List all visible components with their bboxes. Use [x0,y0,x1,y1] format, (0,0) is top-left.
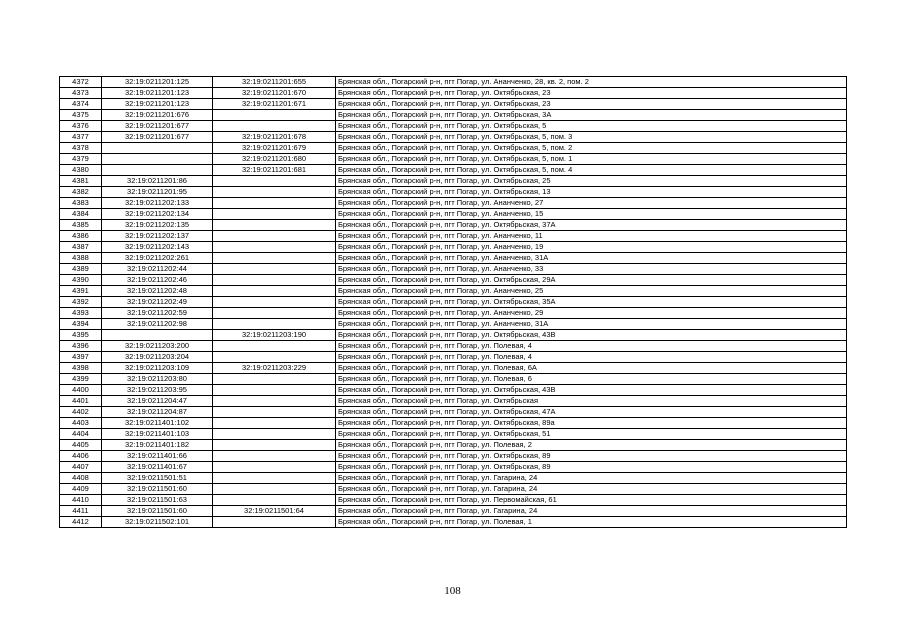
linked-cadastral-number-cell: 32:19:0211201:678 [213,132,336,143]
address-cell: Брянская обл., Погарский р-н, пгт Погар, ул. Полевая, 6 [336,374,847,385]
table-row [60,341,847,352]
row-index-cell: 4389 [60,264,102,275]
table-body [60,77,847,528]
address-cell: Брянская обл., Погарский р-н, пгт Погар, ул. Ананченко, 31А [336,319,847,330]
linked-cadastral-number-cell [213,407,336,418]
cadastral-number-cell: 32:19:0211202:143 [102,242,213,253]
linked-cadastral-number-cell [213,308,336,319]
table-row [60,440,847,451]
table-row [60,506,847,517]
linked-cadastral-number-cell [213,209,336,220]
table-row [60,462,847,473]
cadastral-number-cell: 32:19:0211202:98 [102,319,213,330]
address-cell: Брянская обл., Погарский р-н, пгт Погар, ул. Полевая, 1 [336,517,847,528]
address-cell: Брянская обл., Погарский р-н, пгт Погар, ул. Гагарина, 24 [336,473,847,484]
linked-cadastral-number-cell [213,275,336,286]
address-cell: Брянская обл., Погарский р-н, пгт Погар, ул. Октябрьская, 43В [336,385,847,396]
row-index-cell: 4386 [60,231,102,242]
address-cell: Брянская обл., Погарский р-н, пгт Погар, ул. Гагарина, 24 [336,484,847,495]
cadastral-number-cell [102,143,213,154]
address-cell: Брянская обл., Погарский р-н, пгт Погар, ул. Октябрьская, 5 [336,121,847,132]
table-row [60,143,847,154]
table-row [60,363,847,374]
address-cell: Брянская обл., Погарский р-н, пгт Погар, ул. Ананченко, 15 [336,209,847,220]
table-row [60,473,847,484]
row-index-cell: 4391 [60,286,102,297]
row-index-cell: 4392 [60,297,102,308]
address-cell: Брянская обл., Погарский р-н, пгт Погар, ул. Октябрьская, 51 [336,429,847,440]
address-cell: Брянская обл., Погарский р-н, пгт Погар, ул. Октябрьская, 3А [336,110,847,121]
cadastral-number-cell: 32:19:0211202:261 [102,253,213,264]
row-index-cell: 4393 [60,308,102,319]
table-row [60,110,847,121]
table-row [60,407,847,418]
row-index-cell: 4390 [60,275,102,286]
address-cell: Брянская обл., Погарский р-н, пгт Погар, ул. Ананченко, 19 [336,242,847,253]
cadastral-number-cell: 32:19:0211401:102 [102,418,213,429]
linked-cadastral-number-cell [213,429,336,440]
row-index-cell: 4405 [60,440,102,451]
table-row [60,396,847,407]
table-row [60,451,847,462]
cadastral-register-table [59,76,847,528]
cadastral-number-cell: 32:19:0211501:60 [102,484,213,495]
linked-cadastral-number-cell: 32:19:0211201:670 [213,88,336,99]
table-row [60,198,847,209]
linked-cadastral-number-cell [213,374,336,385]
linked-cadastral-number-cell: 32:19:0211203:190 [213,330,336,341]
table-row [60,286,847,297]
table-row [60,297,847,308]
cadastral-number-cell: 32:19:0211202:59 [102,308,213,319]
linked-cadastral-number-cell [213,319,336,330]
address-cell: Брянская обл., Погарский р-н, пгт Погар, ул. Полевая, 4 [336,352,847,363]
address-cell: Брянская обл., Погарский р-н, пгт Погар, ул. Октябрьская, 37А [336,220,847,231]
table-row [60,231,847,242]
cadastral-number-cell: 32:19:0211202:46 [102,275,213,286]
linked-cadastral-number-cell: 32:19:0211501:64 [213,506,336,517]
linked-cadastral-number-cell [213,451,336,462]
address-cell: Брянская обл., Погарский р-н, пгт Погар, ул. Октябрьская, 89 [336,462,847,473]
cadastral-number-cell: 32:19:0211401:182 [102,440,213,451]
address-cell: Брянская обл., Погарский р-н, пгт Погар, ул. Октябрьская, 23 [336,99,847,110]
linked-cadastral-number-cell [213,341,336,352]
table-row [60,319,847,330]
address-cell: Брянская обл., Погарский р-н, пгт Погар, ул. Полевая, 2 [336,440,847,451]
row-index-cell: 4375 [60,110,102,121]
cadastral-number-cell: 32:19:0211203:200 [102,341,213,352]
cadastral-number-cell: 32:19:0211401:66 [102,451,213,462]
table-row [60,374,847,385]
table-row [60,154,847,165]
row-index-cell: 4383 [60,198,102,209]
row-index-cell: 4377 [60,132,102,143]
address-cell: Брянская обл., Погарский р-н, пгт Погар, ул. Ананченко, 25 [336,286,847,297]
cadastral-number-cell: 32:19:0211401:103 [102,429,213,440]
address-cell: Брянская обл., Погарский р-н, пгт Погар, ул. Октябрьская, 89 [336,451,847,462]
linked-cadastral-number-cell [213,242,336,253]
linked-cadastral-number-cell [213,297,336,308]
address-cell: Брянская обл., Погарский р-н, пгт Погар, ул. Ананченко, 28, кв. 2, пом. 2 [336,77,847,88]
address-cell: Брянская обл., Погарский р-н, пгт Погар, ул. Полевая, 4 [336,341,847,352]
row-index-cell: 4380 [60,165,102,176]
address-cell: Брянская обл., Погарский р-н, пгт Погар, ул. Ананченко, 27 [336,198,847,209]
linked-cadastral-number-cell [213,110,336,121]
address-cell: Брянская обл., Погарский р-н, пгт Погар, ул. Ананченко, 33 [336,264,847,275]
row-index-cell: 4394 [60,319,102,330]
row-index-cell: 4381 [60,176,102,187]
cadastral-number-cell: 32:19:0211202:44 [102,264,213,275]
cadastral-number-cell: 32:19:0211501:63 [102,495,213,506]
table-row [60,121,847,132]
address-cell: Брянская обл., Погарский р-н, пгт Погар, ул. Октябрьская, 5, пом. 4 [336,165,847,176]
address-cell: Брянская обл., Погарский р-н, пгт Погар, ул. Октябрьская, 23 [336,88,847,99]
address-cell: Брянская обл., Погарский р-н, пгт Погар, ул. Ананченко, 31А [336,253,847,264]
row-index-cell: 4378 [60,143,102,154]
row-index-cell: 4411 [60,506,102,517]
row-index-cell: 4396 [60,341,102,352]
cadastral-number-cell: 32:19:0211201:95 [102,187,213,198]
linked-cadastral-number-cell [213,231,336,242]
row-index-cell: 4398 [60,363,102,374]
linked-cadastral-number-cell: 32:19:0211201:655 [213,77,336,88]
linked-cadastral-number-cell [213,473,336,484]
linked-cadastral-number-cell [213,462,336,473]
row-index-cell: 4400 [60,385,102,396]
cadastral-number-cell: 32:19:0211401:67 [102,462,213,473]
linked-cadastral-number-cell [213,495,336,506]
linked-cadastral-number-cell: 32:19:0211201:681 [213,165,336,176]
row-index-cell: 4376 [60,121,102,132]
table-row [60,220,847,231]
address-cell: Брянская обл., Погарский р-н, пгт Погар, ул. Октябрьская, 5, пом. 1 [336,154,847,165]
cadastral-number-cell: 32:19:0211202:137 [102,231,213,242]
linked-cadastral-number-cell [213,517,336,528]
cadastral-number-cell: 32:19:0211501:51 [102,473,213,484]
table-row [60,264,847,275]
row-index-cell: 4372 [60,77,102,88]
address-cell: Брянская обл., Погарский р-н, пгт Погар, ул. Ананченко, 29 [336,308,847,319]
address-cell: Брянская обл., Погарский р-н, пгт Погар, ул. Гагарина, 24 [336,506,847,517]
table-row [60,495,847,506]
row-index-cell: 4384 [60,209,102,220]
row-index-cell: 4407 [60,462,102,473]
cadastral-number-cell: 32:19:0211201:677 [102,132,213,143]
linked-cadastral-number-cell [213,264,336,275]
address-cell: Брянская обл., Погарский р-н, пгт Погар, ул. Октябрьская, 5, пом. 3 [336,132,847,143]
address-cell: Брянская обл., Погарский р-н, пгт Погар, ул. Октябрьская, 43В [336,330,847,341]
row-index-cell: 4385 [60,220,102,231]
cadastral-number-cell: 32:19:0211203:80 [102,374,213,385]
linked-cadastral-number-cell [213,198,336,209]
linked-cadastral-number-cell [213,440,336,451]
table-row [60,330,847,341]
linked-cadastral-number-cell: 32:19:0211201:679 [213,143,336,154]
cadastral-number-cell: 32:19:0211203:95 [102,385,213,396]
row-index-cell: 4408 [60,473,102,484]
cadastral-number-cell: 32:19:0211502:101 [102,517,213,528]
cadastral-number-cell: 32:19:0211201:123 [102,99,213,110]
row-index-cell: 4401 [60,396,102,407]
address-cell: Брянская обл., Погарский р-н, пгт Погар, ул. Октябрьская, 89а [336,418,847,429]
linked-cadastral-number-cell [213,418,336,429]
cadastral-number-cell: 32:19:0211202:134 [102,209,213,220]
table-row [60,99,847,110]
table-row [60,385,847,396]
address-cell: Брянская обл., Погарский р-н, пгт Погар, ул. Октябрьская, 5, пом. 2 [336,143,847,154]
row-index-cell: 4404 [60,429,102,440]
table-row [60,418,847,429]
table-row [60,275,847,286]
table-row [60,88,847,99]
address-cell: Брянская обл., Погарский р-н, пгт Погар, ул. Октябрьская, 29А [336,275,847,286]
address-cell: Брянская обл., Погарский р-н, пгт Погар, ул. Октябрьская, 25 [336,176,847,187]
table-row [60,484,847,495]
table-row [60,429,847,440]
row-index-cell: 4406 [60,451,102,462]
cadastral-number-cell: 32:19:0211204:87 [102,407,213,418]
cadastral-number-cell: 32:19:0211202:49 [102,297,213,308]
cadastral-number-cell: 32:19:0211203:109 [102,363,213,374]
table-row [60,209,847,220]
linked-cadastral-number-cell [213,253,336,264]
table-row [60,308,847,319]
row-index-cell: 4409 [60,484,102,495]
linked-cadastral-number-cell: 32:19:0211203:229 [213,363,336,374]
address-cell: Брянская обл., Погарский р-н, пгт Погар, ул. Октябрьская, 13 [336,187,847,198]
linked-cadastral-number-cell [213,220,336,231]
row-index-cell: 4395 [60,330,102,341]
cadastral-number-cell: 32:19:0211201:676 [102,110,213,121]
address-cell: Брянская обл., Погарский р-н, пгт Погар, ул. Октябрьская, 35А [336,297,847,308]
row-index-cell: 4412 [60,517,102,528]
linked-cadastral-number-cell: 32:19:0211201:680 [213,154,336,165]
cadastral-number-cell [102,330,213,341]
cadastral-number-cell [102,154,213,165]
linked-cadastral-number-cell [213,396,336,407]
cadastral-number-cell: 32:19:0211201:123 [102,88,213,99]
address-cell: Брянская обл., Погарский р-н, пгт Погар, ул. Полевая, 6А [336,363,847,374]
row-index-cell: 4374 [60,99,102,110]
linked-cadastral-number-cell [213,286,336,297]
row-index-cell: 4382 [60,187,102,198]
address-cell: Брянская обл., Погарский р-н, пгт Погар, ул. Ананченко, 11 [336,231,847,242]
row-index-cell: 4379 [60,154,102,165]
table-row [60,253,847,264]
linked-cadastral-number-cell [213,187,336,198]
table-row [60,176,847,187]
row-index-cell: 4388 [60,253,102,264]
table-row [60,77,847,88]
linked-cadastral-number-cell [213,176,336,187]
row-index-cell: 4373 [60,88,102,99]
cadastral-number-cell: 32:19:0211203:204 [102,352,213,363]
row-index-cell: 4399 [60,374,102,385]
cadastral-number-cell: 32:19:0211501:60 [102,506,213,517]
linked-cadastral-number-cell [213,352,336,363]
linked-cadastral-number-cell: 32:19:0211201:671 [213,99,336,110]
table-row [60,187,847,198]
address-cell: Брянская обл., Погарский р-н, пгт Погар, ул. Октябрьская [336,396,847,407]
cadastral-number-cell: 32:19:0211202:133 [102,198,213,209]
row-index-cell: 4387 [60,242,102,253]
cadastral-number-cell [102,165,213,176]
linked-cadastral-number-cell [213,121,336,132]
cadastral-number-cell: 32:19:0211204:47 [102,396,213,407]
address-cell: Брянская обл., Погарский р-н, пгт Погар, ул. Первомайская, 61 [336,495,847,506]
table-row [60,165,847,176]
cadastral-number-cell: 32:19:0211201:86 [102,176,213,187]
cadastral-number-cell: 32:19:0211202:135 [102,220,213,231]
table-row [60,242,847,253]
row-index-cell: 4410 [60,495,102,506]
linked-cadastral-number-cell [213,484,336,495]
cadastral-number-cell: 32:19:0211202:48 [102,286,213,297]
linked-cadastral-number-cell [213,385,336,396]
table-row [60,132,847,143]
address-cell: Брянская обл., Погарский р-н, пгт Погар, ул. Октябрьская, 47А [336,407,847,418]
row-index-cell: 4402 [60,407,102,418]
table-row [60,517,847,528]
page-number: 108 [444,585,461,597]
cadastral-number-cell: 32:19:0211201:125 [102,77,213,88]
row-index-cell: 4403 [60,418,102,429]
cadastral-number-cell: 32:19:0211201:677 [102,121,213,132]
table-row [60,352,847,363]
row-index-cell: 4397 [60,352,102,363]
